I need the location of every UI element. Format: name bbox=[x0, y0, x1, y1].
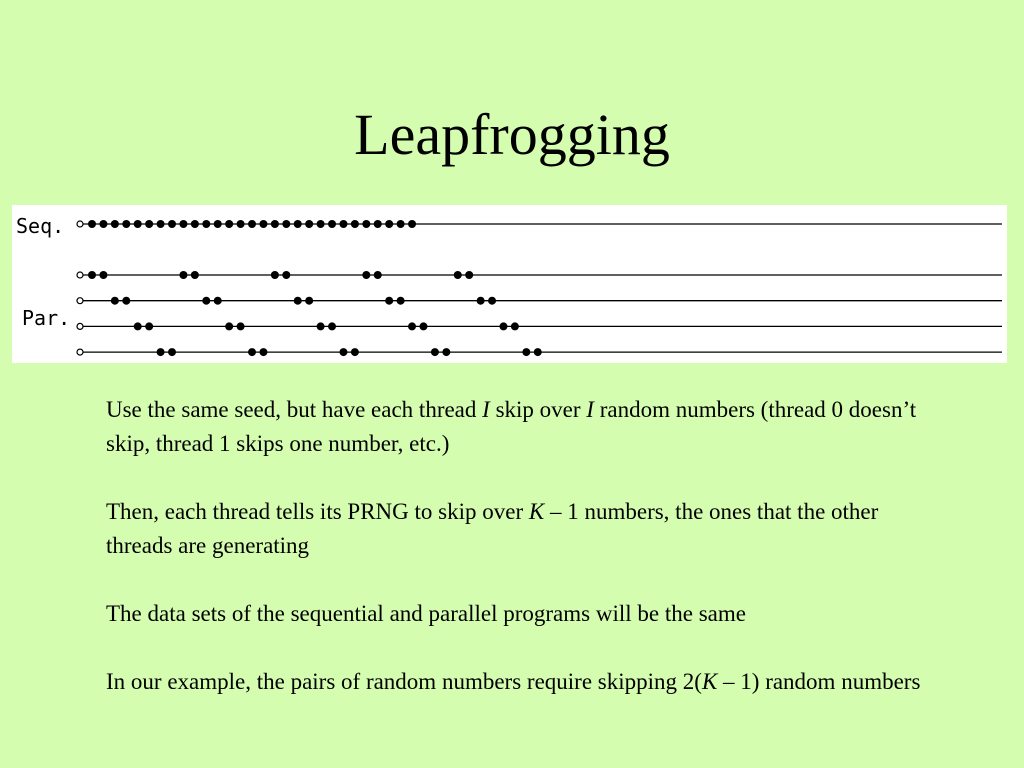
thread-0-row-number-dot bbox=[465, 271, 473, 279]
seq-row-number-dot bbox=[202, 220, 210, 228]
thread-2-row-number-dot bbox=[511, 322, 519, 330]
p1-text-c: skip over bbox=[489, 397, 587, 422]
seq-row-number-dot bbox=[259, 220, 267, 228]
seq-row-number-dot bbox=[248, 220, 256, 228]
seq-row-number-dot bbox=[99, 220, 107, 228]
body-text bbox=[106, 393, 926, 699]
thread-3-row-number-dot bbox=[442, 348, 450, 356]
paragraph-skip-k bbox=[106, 495, 926, 563]
seq-row-number-dot bbox=[168, 220, 176, 228]
seq-row-number-dot bbox=[385, 220, 393, 228]
diagram-rows bbox=[77, 220, 1002, 356]
thread-3-row-number-dot bbox=[259, 348, 267, 356]
thread-2-row-number-dot bbox=[145, 322, 153, 330]
thread-2-row-seed-dot bbox=[77, 323, 83, 329]
p2-text-c: – 1 numbers, the ones that the other threads are generating bbox=[106, 499, 879, 558]
thread-1-row-number-dot bbox=[488, 297, 496, 305]
thread-1-row-number-dot bbox=[385, 297, 393, 305]
thread-3-row-number-dot bbox=[248, 348, 256, 356]
seq-label: Seq. bbox=[16, 214, 65, 238]
thread-1-row-number-dot bbox=[477, 297, 485, 305]
seq-row-number-dot bbox=[328, 220, 336, 228]
p4-text-c: – 1) random numbers bbox=[717, 669, 921, 694]
thread-3-row-number-dot bbox=[168, 348, 176, 356]
thread-3-row-number-dot bbox=[351, 348, 359, 356]
p1-text-e: random numbers (thread 0 doesn’t skip, thread 1 skips one number, etc.) bbox=[106, 397, 917, 456]
thread-0-row-number-dot bbox=[454, 271, 462, 279]
thread-1-row-number-dot bbox=[111, 297, 119, 305]
thread-0-row-number-dot bbox=[374, 271, 382, 279]
p4-var-k: K bbox=[701, 669, 718, 694]
seq-row-number-dot bbox=[271, 220, 279, 228]
thread-2-row-number-dot bbox=[134, 322, 142, 330]
thread-0-row-number-dot bbox=[271, 271, 279, 279]
thread-3-row-number-dot bbox=[534, 348, 542, 356]
thread-0-row-number-dot bbox=[88, 271, 96, 279]
seq-row-number-dot bbox=[339, 220, 347, 228]
seq-row-number-dot bbox=[191, 220, 199, 228]
thread-1-row-seed-dot bbox=[77, 298, 83, 304]
leapfrog-diagram-svg bbox=[12, 205, 1007, 363]
p3-text-a: The data sets of the sequential and parallel programs will be the same bbox=[106, 601, 746, 626]
thread-2-row-number-dot bbox=[225, 322, 233, 330]
thread-0-row-number-dot bbox=[191, 271, 199, 279]
slide-title: Leapfrogging bbox=[354, 102, 670, 167]
thread-3-row-number-dot bbox=[522, 348, 530, 356]
paragraph-same-data bbox=[106, 597, 926, 631]
thread-2-row-number-dot bbox=[408, 322, 416, 330]
seq-row-number-dot bbox=[111, 220, 119, 228]
seq-row-number-dot bbox=[134, 220, 142, 228]
thread-0-row-number-dot bbox=[282, 271, 290, 279]
seq-row-number-dot bbox=[294, 220, 302, 228]
seq-row-seed-dot bbox=[77, 221, 83, 227]
thread-1-row-number-dot bbox=[294, 297, 302, 305]
seq-row-number-dot bbox=[145, 220, 153, 228]
thread-1-row-number-dot bbox=[122, 297, 130, 305]
seq-row-number-dot bbox=[374, 220, 382, 228]
thread-3-row-number-dot bbox=[339, 348, 347, 356]
seq-row-number-dot bbox=[305, 220, 313, 228]
p1-var-i-2: I bbox=[586, 397, 594, 422]
thread-1-row-number-dot bbox=[305, 297, 313, 305]
thread-2-row-number-dot bbox=[317, 322, 325, 330]
seq-row-number-dot bbox=[225, 220, 233, 228]
seq-row-number-dot bbox=[157, 220, 165, 228]
thread-1-row-number-dot bbox=[202, 297, 210, 305]
p4-text-a: In our example, the pairs of random numbers require skipping 2( bbox=[106, 669, 702, 694]
thread-3-row-number-dot bbox=[157, 348, 165, 356]
thread-2-row-number-dot bbox=[499, 322, 507, 330]
thread-1-row-number-dot bbox=[214, 297, 222, 305]
p1-var-i: I bbox=[482, 397, 490, 422]
p2-var-k: K bbox=[528, 499, 545, 524]
seq-row-number-dot bbox=[408, 220, 416, 228]
seq-row-number-dot bbox=[214, 220, 222, 228]
seq-row-number-dot bbox=[362, 220, 370, 228]
thread-0-row-number-dot bbox=[362, 271, 370, 279]
p2-text-a: Then, each thread tells its PRNG to skip over bbox=[106, 499, 529, 524]
thread-0-row-number-dot bbox=[99, 271, 107, 279]
thread-3-row-seed-dot bbox=[77, 349, 83, 355]
seq-row-number-dot bbox=[179, 220, 187, 228]
seq-row-number-dot bbox=[282, 220, 290, 228]
seq-row-number-dot bbox=[317, 220, 325, 228]
thread-0-row-seed-dot bbox=[77, 272, 83, 278]
seq-row-number-dot bbox=[88, 220, 96, 228]
leapfrog-diagram bbox=[12, 205, 1007, 363]
thread-2-row-number-dot bbox=[419, 322, 427, 330]
thread-2-row-number-dot bbox=[237, 322, 245, 330]
seq-row-number-dot bbox=[397, 220, 405, 228]
thread-3-row-number-dot bbox=[431, 348, 439, 356]
seq-row-number-dot bbox=[122, 220, 130, 228]
seq-row-number-dot bbox=[237, 220, 245, 228]
par-label: Par. bbox=[22, 306, 71, 330]
paragraph-skip-i bbox=[106, 393, 926, 461]
thread-1-row-number-dot bbox=[397, 297, 405, 305]
thread-2-row-number-dot bbox=[328, 322, 336, 330]
seq-row-number-dot bbox=[351, 220, 359, 228]
p1-text-a: Use the same seed, but have each thread bbox=[106, 397, 483, 422]
paragraph-pairs bbox=[106, 665, 926, 699]
thread-0-row-number-dot bbox=[179, 271, 187, 279]
